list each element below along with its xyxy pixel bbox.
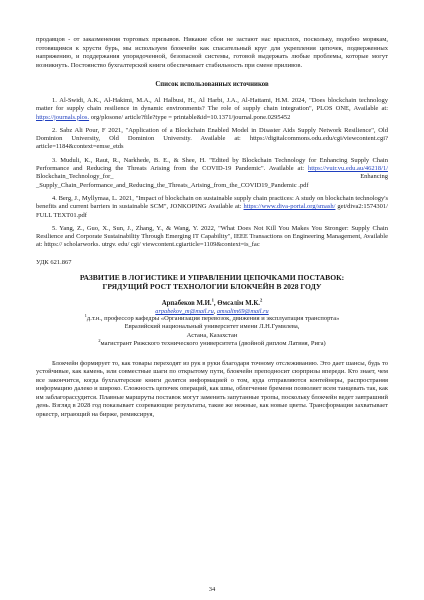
- reference-item-1: 1. Al-Swidi, A.K., Al-Hakimi, M.A., Al Halbusi, H., Al Harbi, J.A., Al-Hattami, H.M. 2024, "Does blockchain technology matter for supply chain resilience in dynamic environments? The role of supply chain integration", PLOS ONE, Available at: https://journals.plos. org/plosone/ article?file?type = printable&id=10.1371/journal.pone.0295452: [36, 97, 388, 121]
- reference-link-1[interactable]: https://journals.plos.: [36, 113, 90, 121]
- reference-item-3: 3. Muduli, K., Raut, R., Narkhede, B. E., & Shee, H. "Edited by Blockchain Technology for Enhancing Supply Chain Performance and Reducing the Threats Arising from the COVID-19 Pandemic". Available at: https://vuir.vu.edu.au/46218/1/ Blockchain_Technology_for_ Enhancing _Supply_Chain_Performance_and_Reducing_the_Threats_Arising_from_the_COVID19_Pandemic .pdf: [36, 156, 388, 189]
- reference-link-4[interactable]: https://www.diva-portal.org/smash/: [243, 203, 336, 211]
- page-number: 34: [208, 586, 216, 593]
- body-paragraph: Блокчейн формирует то, как товары переходят из рук в руки благодаря точному отслеживанию. Это дает шансы, будь то устойчивые, как камень, или совместные шаги по открытому пути, блокчейн преподносит сюрпризы впереди. Кто знает, чем все закончится, когда бухгалтерские книги делятся информацией о том, куда отправляются контейнеры, распространяя информацию далеко и широко. Сложность цепочек операций, как швы, облегчение бремени позволяет всем танцевать так, как им заблагорассудится. Плавные маршруты поставок могут заменить запутанные тропы, поскольку блокчейн ведет завтрашний день. Взгляд в 2028 год показывает созревающие результаты, такие же нежные, как новые цветы. Трансформация захватывает оркестр, играющий на бирже, ремиксируя,: [36, 359, 388, 418]
- references-heading: Список использованных источников: [155, 81, 269, 88]
- article-title: РАЗВИТИЕ В ЛОГИСТИКЕ И УПРАВЛЕНИИ ЦЕПОЧКАМИ ПОСТАВОК: ГРЯДУЩИЙ РОСТ ТЕХНОЛОГИИ БЛОКЧЕЙН В 2028 ГОДУ: [79, 272, 345, 292]
- authors-line: Арпабеков М.И.$^1$, Өмсәлім М.К.$^2$: [161, 297, 263, 307]
- email-link-1[interactable]: arpabekov_m@mail.ru: [155, 307, 214, 315]
- author-emails: arpabekov_m@mail.ru, amsalim69@mail.ru: [155, 307, 269, 315]
- intro-paragraph: продавцов - от заказменения торговых призывов. Никакие сбои не застают нас врасплох, поскольку, подобно морякам, готовящимся к хрусти бурь, мы используем блокчейн как спасательный круг для укрепления цепочек, подверженных напряжению, и поддержания упорядоченной, безопасной системы, готовой выдержать любые проблемы, которые могут возникнуть. Постоянство бухгалтерской книги обеспечивает стабильность при смене приливов.: [36, 36, 388, 69]
- email-link-2[interactable]: amsalim69@mail.ru: [216, 307, 269, 315]
- affiliations: $^1$д.т.н., профессор кафедры «Организация перевозок, движения и эксплуатация транспорта» Евразийский национальный университет имени Л.Н.Гумилева, Астана, Казахстан $^2$магистрант Рижского технического университета (двойной диплом Латвия, Рига): [84, 312, 340, 348]
- references-list: [36, 97, 388, 250]
- reference-link-3[interactable]: https://vuir.vu.edu.au/46218/1/: [308, 165, 388, 173]
- reference-item-4: 4. Berg, J., Myllymaa, L. 2021, "Impact of blockchain on sustainable supply chain practices: A study on blockchain technology's benefits and current barriers in sustainable SCM", JONKOPING Available at: https://www.diva-portal.org/smash/ get/diva2:1574301/ FULL TEXT01.pdf: [36, 194, 388, 219]
- reference-item-2: 2. Sabz Ali Pour, F 2021, "Application of a Blockchain Enabled Model in Disaster Aids Supply Network Resilience", Old Dominion University, Old Dominion University. Available at: https://digitalcommons.odu.edu/cgi/viewcontent.cgi?article=1184&context=emse_etds: [36, 126, 388, 151]
- udk-code: УДК 621.867: [36, 258, 72, 266]
- reference-item-5: 5. Yang, Z., Guo, X., Sun, J., Zhang, Y., & Wang, Y. 2022, "What Does Not Kill You Makes You Stronger: Supply Chain Resilience and Corporate Sustainability Through Emerging IT Capability", IEEE Transactions on Engineering Management, Available at: https:// scholarworks. utrgv. edu/ cgi/ viewcontent.cgiarticle=1109&context=is_fac: [36, 224, 388, 249]
